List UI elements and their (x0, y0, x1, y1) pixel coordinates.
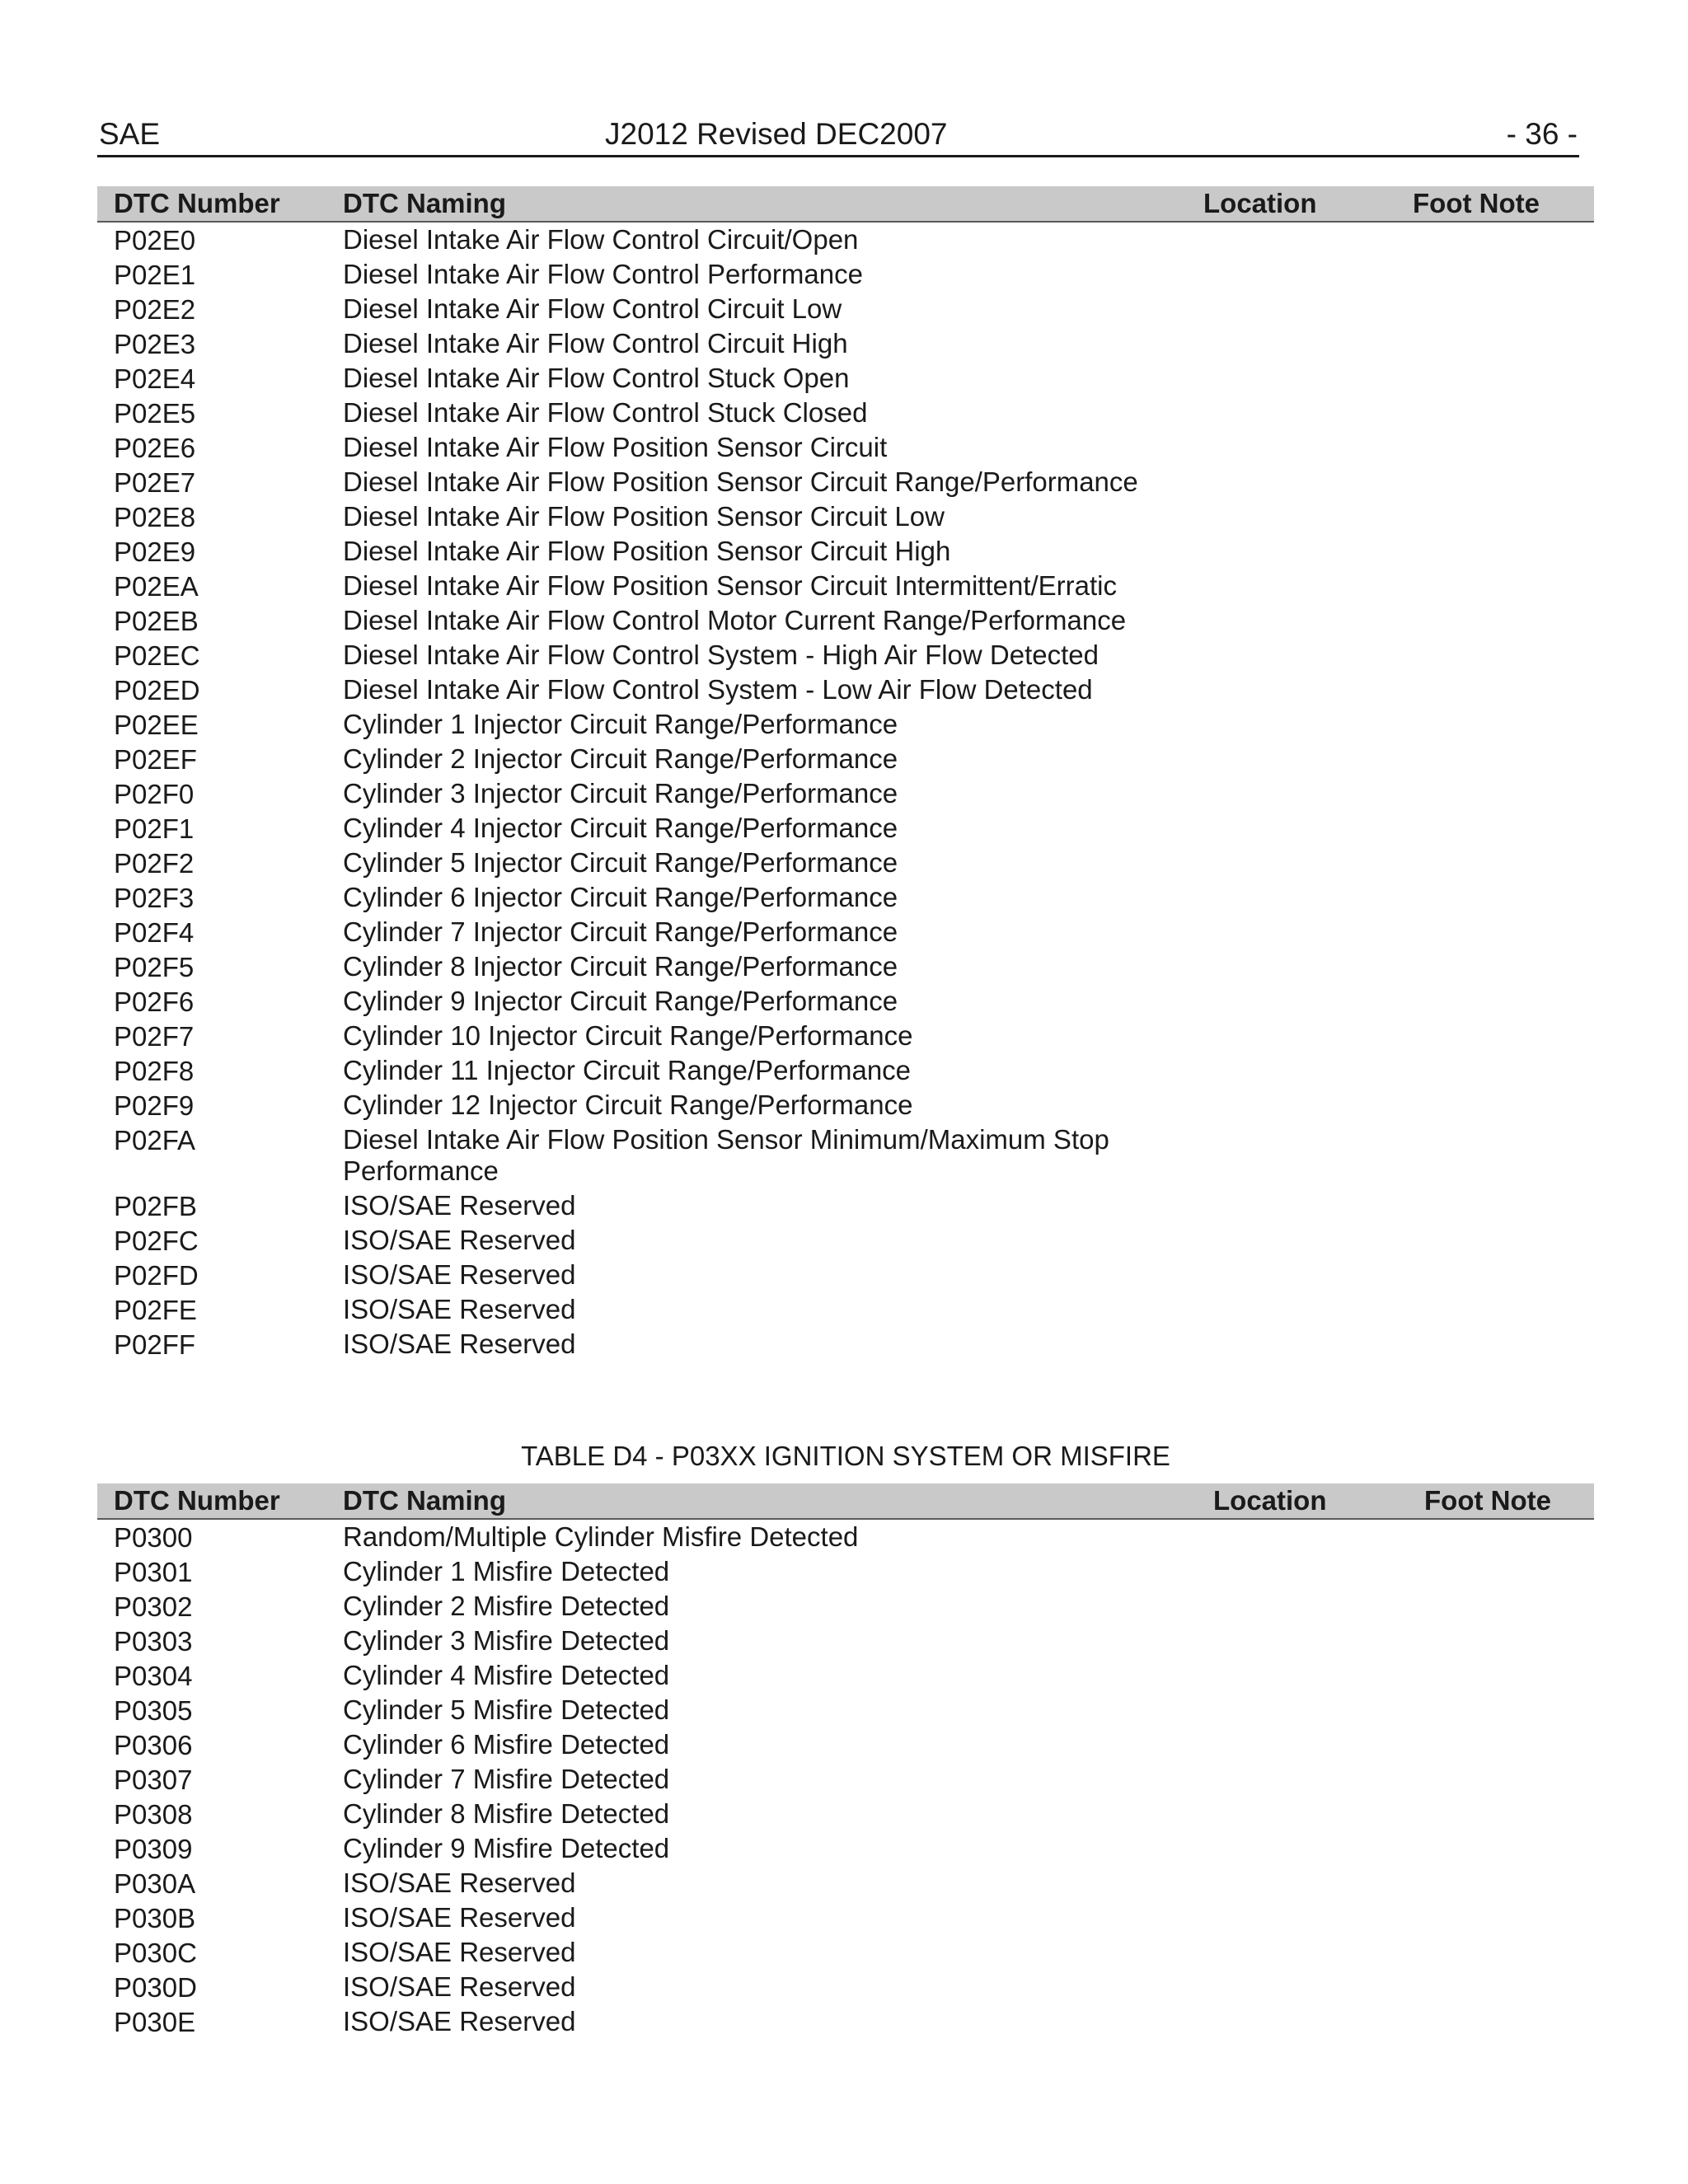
dtc-number: P030A (114, 1868, 196, 1899)
dtc-naming: Cylinder 4 Misfire Detected (343, 1660, 670, 1690)
dtc-number: P02E6 (114, 433, 196, 463)
table-row (97, 603, 1594, 638)
table-row (97, 1327, 1594, 1361)
dtc-number: P02F0 (114, 779, 195, 809)
table-row (97, 326, 1594, 361)
dtc-naming: ISO/SAE Reserved (343, 1971, 576, 2002)
table-row (97, 1122, 1594, 1188)
dtc-number: P02FE (114, 1295, 197, 1325)
dtc-naming: Diesel Intake Air Flow Position Sensor Circuit (343, 432, 888, 462)
dtc-naming: Cylinder 2 Injector Circuit Range/Performance (343, 743, 898, 774)
dtc-naming: Cylinder 3 Misfire Detected (343, 1625, 670, 1656)
table-row (97, 949, 1594, 984)
dtc-number: P0303 (114, 1626, 193, 1657)
table-row (97, 2004, 1594, 2039)
dtc-naming: Diesel Intake Air Flow Control Motor Current Range/Performance (343, 605, 1127, 635)
table-row (97, 1088, 1594, 1122)
dtc-naming: Cylinder 6 Injector Circuit Range/Performance (343, 882, 898, 912)
dtc-naming: Cylinder 5 Injector Circuit Range/Performance (343, 847, 898, 878)
dtc-number: P02FD (114, 1260, 199, 1291)
dtc-number: P0309 (114, 1834, 193, 1864)
table-row (97, 569, 1594, 603)
dtc-naming: Random/Multiple Cylinder Misfire Detected (343, 1521, 859, 1552)
dtc-naming: Diesel Intake Air Flow Position Sensor Circuit High (343, 536, 951, 566)
column-header-location: Location (1213, 1485, 1327, 1516)
table-body (97, 223, 1594, 1361)
dtc-number: P02FA (114, 1125, 196, 1155)
dtc-naming: Cylinder 3 Injector Circuit Range/Performance (343, 778, 898, 808)
table-row (97, 1658, 1594, 1693)
dtc-number: P02FC (114, 1226, 199, 1256)
dtc-naming: Cylinder 9 Injector Circuit Range/Performance (343, 986, 898, 1016)
dtc-number: P030E (114, 2007, 196, 2037)
table-row (97, 292, 1594, 326)
column-header-location: Location (1203, 188, 1317, 218)
dtc-naming: Diesel Intake Air Flow Control Circuit/Open (343, 224, 859, 255)
column-header-dtc-number: DTC Number (114, 188, 280, 218)
dtc-number: P02F1 (114, 813, 195, 844)
table-row (97, 1970, 1594, 2004)
dtc-naming: Diesel Intake Air Flow Position Sensor Circuit Low (343, 501, 945, 532)
dtc-number: P02E9 (114, 537, 196, 567)
dtc-naming: Cylinder 8 Misfire Detected (343, 1798, 670, 1829)
dtc-naming: Cylinder 2 Misfire Detected (343, 1591, 670, 1621)
header-org: SAE (99, 117, 161, 151)
table-row (97, 1554, 1594, 1589)
dtc-table-p03 (97, 1483, 1594, 2039)
table-row (97, 1624, 1594, 1658)
table-row (97, 1223, 1594, 1258)
dtc-naming: Cylinder 1 Injector Circuit Range/Performance (343, 709, 898, 739)
table-row (97, 1019, 1594, 1053)
dtc-number: P030B (114, 1903, 196, 1933)
dtc-number: P02E0 (114, 225, 196, 255)
dtc-number: P0301 (114, 1557, 193, 1587)
table-row (97, 1693, 1594, 1727)
dtc-naming: ISO/SAE Reserved (343, 1225, 576, 1255)
dtc-table-p02 (97, 186, 1594, 1361)
dtc-naming: Cylinder 4 Injector Circuit Range/Performance (343, 813, 898, 843)
header-page-number: - 36 - (1506, 117, 1578, 151)
header-document-id: J2012 Revised DEC2007 (605, 117, 948, 151)
dtc-number: P02E8 (114, 502, 196, 532)
table-row (97, 465, 1594, 499)
table-row (97, 811, 1594, 846)
dtc-naming: Diesel Intake Air Flow Control Circuit Low (343, 293, 842, 324)
dtc-number: P02EB (114, 606, 199, 636)
dtc-naming: Diesel Intake Air Flow Position Sensor Circuit Intermittent/Erratic (343, 570, 1118, 601)
dtc-naming: Diesel Intake Air Flow Control System - Low Air Flow Detected (343, 674, 1093, 705)
table-row (97, 1797, 1594, 1831)
dtc-number: P02E2 (114, 294, 196, 325)
dtc-number: P02EF (114, 744, 197, 775)
table-header (97, 186, 1594, 223)
dtc-number: P0304 (114, 1661, 193, 1691)
dtc-naming: Diesel Intake Air Flow Control Stuck Open (343, 363, 850, 393)
table-body (97, 1520, 1594, 2039)
dtc-number: P02E5 (114, 398, 196, 429)
dtc-naming: Diesel Intake Air Flow Position Sensor Circuit Range/Performance (343, 466, 1138, 497)
dtc-naming: Cylinder 10 Injector Circuit Range/Performance (343, 1020, 913, 1051)
dtc-naming: ISO/SAE Reserved (343, 1868, 576, 1898)
table-row (97, 361, 1594, 396)
dtc-naming: Diesel Intake Air Flow Control System - High Air Flow Detected (343, 640, 1099, 670)
dtc-naming: ISO/SAE Reserved (343, 1902, 576, 1933)
dtc-number: P02ED (114, 675, 200, 705)
table-row (97, 396, 1594, 430)
table-row (97, 638, 1594, 673)
table-row (97, 1053, 1594, 1088)
dtc-naming: Diesel Intake Air Flow Position Sensor Minimum/Maximum Stop Performance (343, 1124, 1109, 1186)
table-row (97, 915, 1594, 949)
page-header (97, 117, 1579, 157)
dtc-naming: ISO/SAE Reserved (343, 1329, 576, 1359)
dtc-number: P0306 (114, 1730, 193, 1760)
dtc-number: P0302 (114, 1591, 193, 1622)
dtc-number: P02FF (114, 1329, 196, 1360)
column-header-foot-note: Foot Note (1413, 188, 1540, 218)
table-row (97, 1900, 1594, 1935)
dtc-number: P0308 (114, 1799, 193, 1830)
table-row (97, 742, 1594, 776)
dtc-number: P0305 (114, 1695, 193, 1726)
dtc-naming: Diesel Intake Air Flow Control Performance (343, 259, 863, 289)
dtc-number: P02F3 (114, 883, 195, 913)
table-row (97, 984, 1594, 1019)
table-row (97, 1292, 1594, 1327)
dtc-naming: Cylinder 6 Misfire Detected (343, 1729, 670, 1760)
dtc-number: P02F5 (114, 952, 195, 982)
table-row (97, 430, 1594, 465)
dtc-number: P02EE (114, 710, 199, 740)
dtc-number: P02EC (114, 640, 200, 671)
dtc-number: P02F2 (114, 848, 195, 879)
dtc-naming: Diesel Intake Air Flow Control Circuit High (343, 328, 848, 359)
table-row (97, 1188, 1594, 1223)
table-caption: TABLE D4 - P03XX IGNITION SYSTEM OR MISFIRE (521, 1441, 1170, 1471)
dtc-number: P030C (114, 1938, 197, 1968)
dtc-naming: Cylinder 11 Injector Circuit Range/Performance (343, 1055, 912, 1085)
dtc-naming: Cylinder 8 Injector Circuit Range/Performance (343, 951, 898, 982)
dtc-number: P02F7 (114, 1021, 195, 1052)
dtc-number: P02E7 (114, 467, 196, 498)
dtc-number: P030D (114, 1972, 197, 2003)
column-header-dtc-number: DTC Number (114, 1485, 280, 1516)
dtc-number: P02E4 (114, 363, 196, 394)
dtc-number: P0307 (114, 1765, 193, 1795)
dtc-number: P02F6 (114, 987, 195, 1017)
dtc-naming: ISO/SAE Reserved (343, 1190, 576, 1221)
column-header-dtc-naming: DTC Naming (343, 1485, 506, 1516)
dtc-naming: ISO/SAE Reserved (343, 2006, 576, 2036)
table-row (97, 707, 1594, 742)
dtc-naming: Cylinder 12 Injector Circuit Range/Performance (343, 1090, 913, 1120)
table-row (97, 880, 1594, 915)
table-row (97, 1762, 1594, 1797)
dtc-naming: ISO/SAE Reserved (343, 1259, 576, 1290)
dtc-naming: ISO/SAE Reserved (343, 1294, 576, 1324)
dtc-number: P02FB (114, 1191, 197, 1221)
column-header-foot-note: Foot Note (1424, 1485, 1551, 1516)
table-row (97, 1727, 1594, 1762)
dtc-naming: Cylinder 7 Injector Circuit Range/Performance (343, 916, 898, 947)
dtc-number: P02F4 (114, 917, 195, 948)
table-header (97, 1483, 1594, 1520)
dtc-naming: Cylinder 1 Misfire Detected (343, 1556, 670, 1586)
dtc-number: P02E1 (114, 260, 196, 290)
table-row (97, 534, 1594, 569)
dtc-number: P02F8 (114, 1056, 195, 1086)
table-row (97, 1935, 1594, 1970)
table-row (97, 846, 1594, 880)
dtc-naming: Diesel Intake Air Flow Control Stuck Closed (343, 397, 868, 428)
dtc-number: P02EA (114, 571, 199, 602)
column-header-dtc-naming: DTC Naming (343, 188, 506, 218)
table-row (97, 1831, 1594, 1866)
table-row (97, 1258, 1594, 1292)
table-row (97, 673, 1594, 707)
table-row (97, 223, 1594, 257)
dtc-naming: ISO/SAE Reserved (343, 1937, 576, 1967)
table-row (97, 499, 1594, 534)
table-row (97, 1589, 1594, 1624)
dtc-naming: Cylinder 5 Misfire Detected (343, 1694, 670, 1725)
table-row (97, 1520, 1594, 1554)
table-row (97, 257, 1594, 292)
dtc-number: P02E3 (114, 329, 196, 359)
dtc-naming: Cylinder 9 Misfire Detected (343, 1833, 670, 1863)
dtc-naming: Cylinder 7 Misfire Detected (343, 1764, 670, 1794)
dtc-number: P0300 (114, 1522, 193, 1553)
dtc-number: P02F9 (114, 1090, 195, 1121)
table-row (97, 1866, 1594, 1900)
table-row (97, 776, 1594, 811)
